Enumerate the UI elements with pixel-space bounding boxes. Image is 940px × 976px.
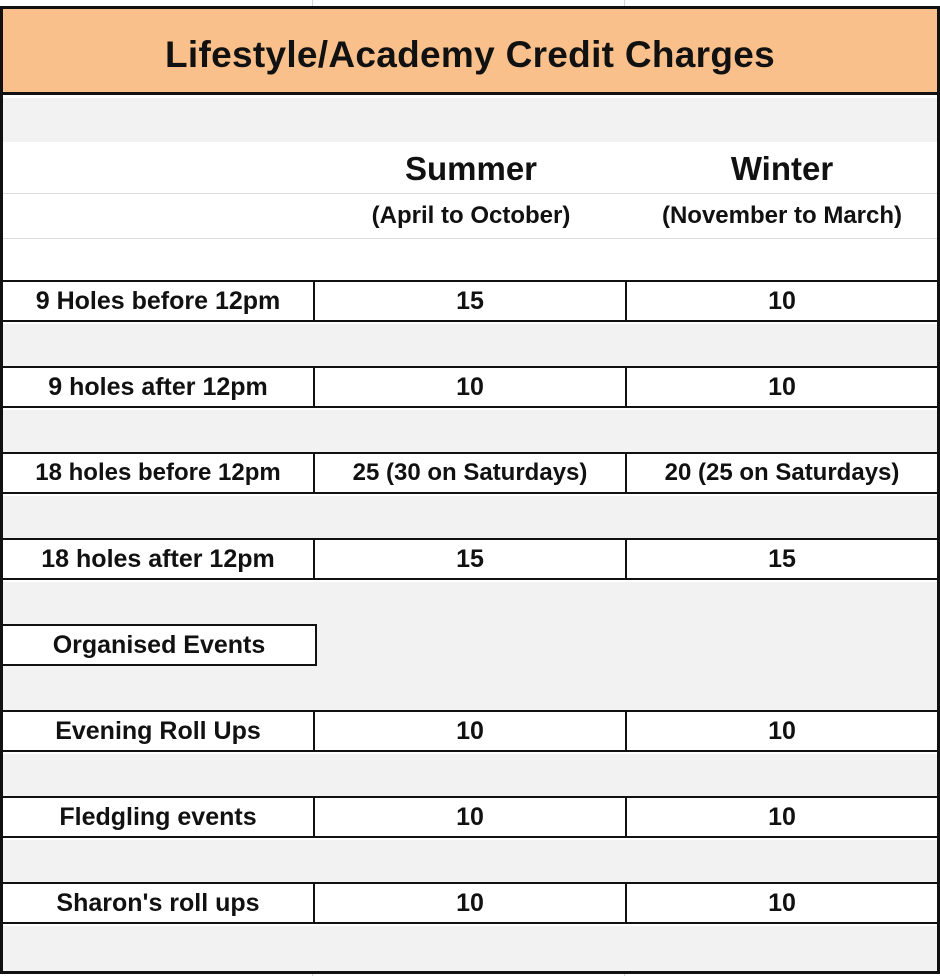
sheet-title: Lifestyle/Academy Credit Charges: [3, 9, 937, 95]
gap-band: [3, 840, 937, 884]
table-row: [3, 710, 937, 752]
winter-value: 10: [768, 716, 796, 745]
charges-sheet: [0, 6, 940, 974]
summer-heading: Summer: [404, 150, 538, 187]
gap-band: [3, 754, 937, 798]
winter-value: 20 (25 on Saturdays): [664, 459, 900, 486]
section-heading-row: [3, 624, 317, 666]
winter-value: 10: [768, 802, 796, 831]
gap-band: [3, 926, 937, 971]
table-row: [3, 796, 937, 838]
gap-band: [3, 324, 937, 368]
table-row: [3, 882, 937, 924]
summer-value: 15: [315, 282, 627, 320]
summer-range: (April to October): [371, 202, 571, 229]
gap-band: [3, 410, 937, 454]
row-label: Sharon's roll ups: [3, 884, 315, 922]
row-label: 18 holes after 12pm: [3, 540, 315, 578]
row-label: 18 holes before 12pm: [3, 454, 315, 492]
summer-value: 15: [315, 540, 627, 578]
winter-value: 10: [768, 888, 796, 917]
row-label: Evening Roll Ups: [3, 712, 315, 750]
summer-value: 10: [315, 368, 627, 406]
gap-band: [3, 98, 937, 142]
summer-value: 10: [315, 712, 627, 750]
header-divider: [3, 238, 937, 239]
row-label: Fledgling events: [3, 798, 315, 836]
winter-range: (November to March): [661, 202, 903, 229]
row-label: 9 holes after 12pm: [3, 368, 315, 406]
winter-value: 15: [768, 544, 796, 573]
winter-heading: Winter: [730, 150, 834, 187]
table-row: [3, 366, 937, 408]
winter-value: 10: [768, 372, 796, 401]
winter-value: 10: [768, 286, 796, 315]
header-divider: [3, 193, 937, 194]
section-heading: Organised Events: [52, 630, 266, 659]
gap-band: [3, 496, 937, 540]
table-row: [3, 280, 937, 322]
summer-value: 10: [315, 798, 627, 836]
table-row: [3, 538, 937, 580]
row-label: 9 Holes before 12pm: [3, 282, 315, 320]
table-row: [3, 452, 937, 494]
summer-value: 10: [315, 884, 627, 922]
summer-value: 25 (30 on Saturdays): [315, 454, 627, 492]
